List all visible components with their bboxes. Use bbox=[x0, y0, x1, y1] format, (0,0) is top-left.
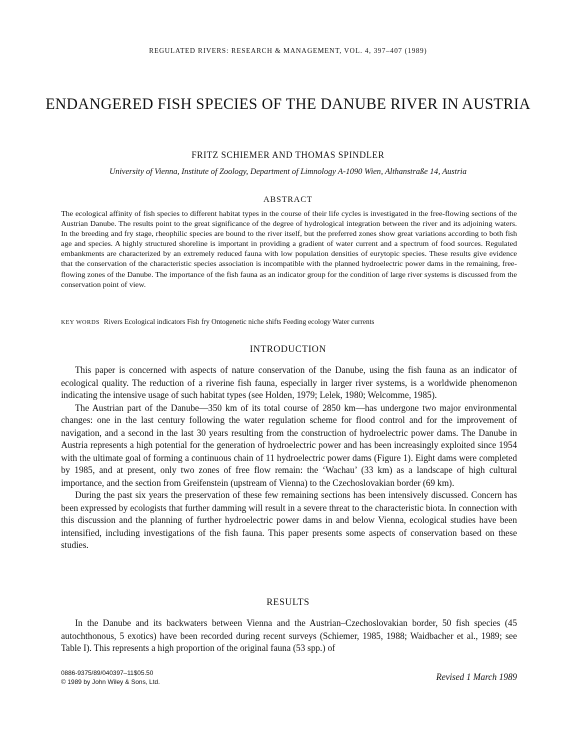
paragraph: This paper is concerned with aspects of nature conservation of the Danube, using the fish fauna as an indicator of ecological quality. The reduction of a riverine fish fauna, especially in larger river systems, is a worldwide phenomenon indicating the intensive usage of such habitat types (see Holden, 1979; Lelek, 1980; Welcomme, 1985). bbox=[61, 365, 517, 400]
revised-date: Revised 1 March 1989 bbox=[436, 672, 517, 682]
results-heading: RESULTS bbox=[266, 598, 310, 608]
copyright: © 1989 by John Wiley & Sons, Ltd. bbox=[61, 679, 160, 686]
paragraph: In the Danube and its backwaters between Vienna and the Austrian–Czechoslovakian border, 50 fish species (45 autochthonous, 5 exotics) have been recorded during recent surveys (Schiemer, 1985, 1988; Waidbacher et al., 1989; see Table I). This represents a high proportion of the original fauna (53 spp.) of bbox=[61, 618, 517, 653]
introduction-heading: INTRODUCTION bbox=[249, 345, 327, 355]
keywords-list: Rivers Ecological indicators Fish fry Ontogenetic niche shifts Feeding ecology Water currents bbox=[103, 318, 375, 326]
article-title: ENDANGERED FISH SPECIES OF THE DANUBE RIVER IN AUSTRIA bbox=[45, 96, 531, 113]
paragraph: During the past six years the preservation of these few remaining sections has been intensively discussed. Concern has been expressed by ecologists that further damming will result in a severe threat to the characteristic biota. In connection with this discussion and the planning of further hydroelectric power dams in and below Vienna, ecological studies have been intensified, including investigations of the fish fauna. This paper presents some aspects of conservation based on these studies. bbox=[61, 490, 517, 550]
abstract-heading: ABSTRACT bbox=[263, 194, 313, 204]
paragraph: The Austrian part of the Danube—350 km of its total course of 2850 km—has undergone two major environmental changes: one in the last century following the water regulation scheme for flood control and for the improvement of navigation, and a second in the last 30 years resulting from the construction of hydroelectric power dams. The Danube in Austria represents a high potential for the generation of hydroelectric power and has been increasingly exploited since 1954 with the ultimate goal of forming a continuous chain of 11 hydroelectric power dams (Figure 1). Eight dams were completed by 1985, and at present, only two zones of free flow remain: the ‘Wachau’ (33 km) as a landscape of high cultural importance, and the section from Greifenstein (upstream of Vienna) to the Czechoslovakian border (69 km). bbox=[61, 402, 517, 488]
abstract-text: The ecological affinity of fish species to different habitat types in the course of their life cycles is investigated in the free-flowing sections of the Austrian Danube. The results point to the great significance of the degree of hydrological integration between the river and its adjoining waters. In the breeding and fry stage, rheophilic species are bound to the river itself, but the preferred zones show great variations according to both fish age and species. A highly structured shoreline is important in providing a gradient of water current and a spectrum of food sources. Regulated embankments are characterized by an extremely reduced fauna with low population densities of eurytopic species. These results give evidence that the conservation of the characteristic species association is incompatible with the planned hydroelectric power dams in the remaining, free-flowing zones of the Danube. The importance of the fish fauna as an indicator group for the condition of large river systems is discussed from the conservation point of view. bbox=[61, 209, 517, 289]
running-head: REGULATED RIVERS: RESEARCH & MANAGEMENT, VOL. 4, 397–407 (1989) bbox=[148, 47, 428, 55]
results-body bbox=[61, 617, 517, 655]
authors: FRITZ SCHIEMER AND THOMAS SPINDLER bbox=[191, 150, 385, 160]
keywords bbox=[61, 318, 517, 326]
affiliation: University of Vienna, Institute of Zoology, Department of Limnology A-1090 Wien, Althanstraße 14, Austria bbox=[109, 167, 467, 176]
keywords-label: KEY WORDS bbox=[61, 320, 100, 326]
footer-copyright bbox=[61, 669, 160, 687]
introduction-body bbox=[61, 364, 517, 552]
article-code: 0886-9375/89/040397–11$05.50 bbox=[61, 670, 154, 677]
